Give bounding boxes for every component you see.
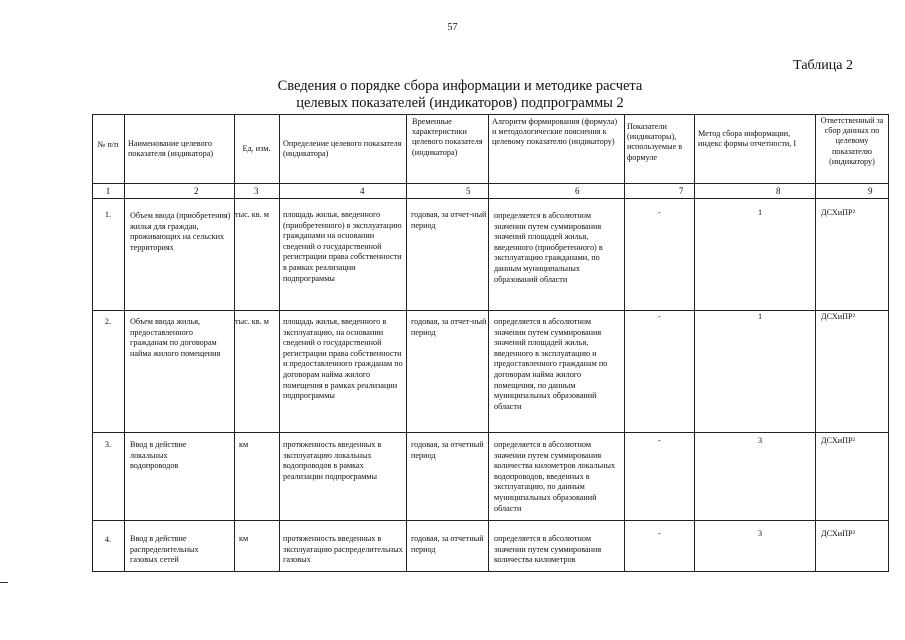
column-number-5: 5: [466, 186, 471, 196]
row-4-definition: протяженность введенных в эксплуатацию распределительных газовых: [283, 534, 403, 565]
header-cell-unit: Ед. изм.: [242, 144, 271, 153]
row-3-unit: км: [239, 440, 249, 449]
header-cell-time: Временные характеристики целевого показателя (индикатора): [412, 117, 483, 157]
column-number-1: 1: [105, 186, 111, 196]
row-3-number: 3.: [104, 440, 112, 449]
row-3-indicators: -: [658, 436, 661, 445]
column-number-7: 7: [679, 186, 684, 196]
row-divider-4: [92, 520, 889, 521]
row-3-method: 3: [758, 436, 763, 445]
row-2-definition: площадь жилья, введенного в эксплуатацию, на основании сведений о государственной регистрации права собственности и предоставленного гражданам по договорам найма жилого помещения в рамках реализации подпрограммы: [283, 317, 403, 401]
column-number-3: 3: [254, 186, 259, 196]
col-border-0: [92, 114, 93, 572]
row-2-number: 2.: [104, 317, 112, 326]
row-4-time: годовая, за отчетный период: [411, 534, 484, 554]
column-number-2: 2: [194, 186, 199, 196]
page-number: 57: [447, 22, 458, 33]
row-4-indicators: -: [658, 529, 661, 538]
col-border-8: [815, 114, 816, 572]
row-1-unit: тыс. кв. м: [235, 210, 269, 219]
header-cell-responsible: Ответственный за сбор данных по целевому показателю (индикатору): [820, 116, 884, 166]
scan-edge-mark: [0, 582, 8, 583]
row-1-number: 1.: [104, 210, 112, 219]
column-number-8: 8: [776, 186, 781, 196]
row-1-definition: площадь жилья, введенного (приобретенного) в эксплуатацию гражданами на основании сведений о государственной регистрации права собственности в рамках реализации подпрограммы: [283, 210, 402, 283]
col-border-6: [624, 114, 625, 572]
column-number-9: 9: [868, 186, 873, 196]
table-border-bottom: [92, 571, 889, 572]
row-2-name: Объем ввода жилья, предоставленного гражданам по договорам найма жилого помещения: [130, 317, 221, 358]
col-border-1: [124, 114, 125, 572]
row-divider-3: [92, 432, 889, 433]
header-cell-definition: Определение целевого показателя (индикатора): [283, 139, 402, 159]
row-1-time: годовая, за отчет-ный период: [411, 210, 487, 230]
col-border-2: [234, 114, 235, 572]
header-divider: [92, 183, 889, 184]
header-cell-number: № п/п: [97, 140, 119, 149]
row-2-method: 1: [758, 312, 763, 321]
indicators-table: [92, 114, 889, 572]
header-cell-method: Метод сбора информации, индекс формы отчетности, I: [698, 129, 797, 149]
row-4-name: Ввод в действие распределительных газовых сетей: [130, 534, 199, 565]
header-cell-name: Наименование целевого показателя (индикатора): [128, 139, 214, 159]
row-2-algorithm: определяется в абсолютном значении путем суммирования значений площадей жилья, введенного в эксплуатацию и предоставленного гражданам по договорам найма жилого помещения, по данным муниципальных образований области: [494, 317, 608, 411]
row-3-definition: протяженность введенных в эксплуатацию локальных водопроводов в рамках реализации подпрограммы: [283, 440, 382, 481]
column-number-6: 6: [575, 186, 580, 196]
row-1-name: Объем ввода (приобретения) жилья для граждан, проживающих на сельских территориях: [130, 211, 231, 252]
row-divider-2: [92, 310, 889, 311]
row-3-responsible: ДСХиПР²: [821, 436, 856, 445]
col-border-3: [279, 114, 280, 572]
row-4-number: 4.: [104, 535, 112, 544]
title-line-2: целевых показателей (индикаторов) подпрограммы 2: [296, 95, 624, 111]
header-cell-indicators: Показатели (индикаторы), используемые в формуле: [627, 122, 683, 162]
title-line-1: Сведения о порядке сбора информации и методике расчета: [277, 78, 643, 94]
row-4-method: 3: [758, 529, 763, 538]
row-2-responsible: ДСХиПР²: [821, 312, 856, 321]
row-2-unit: тыс. кв. м: [235, 317, 269, 326]
row-3-time: годовая, за отчетный период: [411, 440, 484, 460]
document-title: [230, 78, 690, 112]
column-number-4: 4: [360, 186, 365, 196]
row-divider-1: [92, 198, 889, 199]
col-border-9: [888, 114, 889, 572]
header-cell-algorithm: Алгоритм формирования (формула) и методологические пояснения к целевому показателю (индикатору): [492, 117, 618, 147]
row-1-indicators: -: [658, 208, 661, 217]
col-border-5: [488, 114, 489, 572]
row-2-indicators: -: [658, 312, 661, 321]
table-label: Таблица 2: [793, 58, 853, 73]
row-1-algorithm: определяется в абсолютном значении путем суммирования значений площадей жилья, введенного (приобретенного) в эксплуатацию гражданами, по данным муниципальных образований области: [494, 211, 603, 284]
row-1-method: 1: [758, 208, 763, 217]
row-4-responsible: ДСХиПР²: [821, 529, 856, 538]
row-3-algorithm: определяется в абсолютном значении путем суммирования количества километров локальных водопроводов, введенных в эксплуатацию, по данным муниципальных образований области: [494, 440, 616, 513]
table-border-top: [92, 114, 889, 115]
row-3-name: Ввод в действие локальных водопроводов: [130, 440, 187, 471]
col-border-4: [406, 114, 407, 572]
row-4-unit: км: [239, 534, 249, 543]
row-1-responsible: ДСХиПР²: [821, 208, 856, 217]
col-border-7: [694, 114, 695, 572]
row-2-time: годовая, за отчет-ный период: [411, 317, 487, 337]
row-4-algorithm: определяется в абсолютном значении путем суммирования количества километров: [494, 534, 602, 565]
